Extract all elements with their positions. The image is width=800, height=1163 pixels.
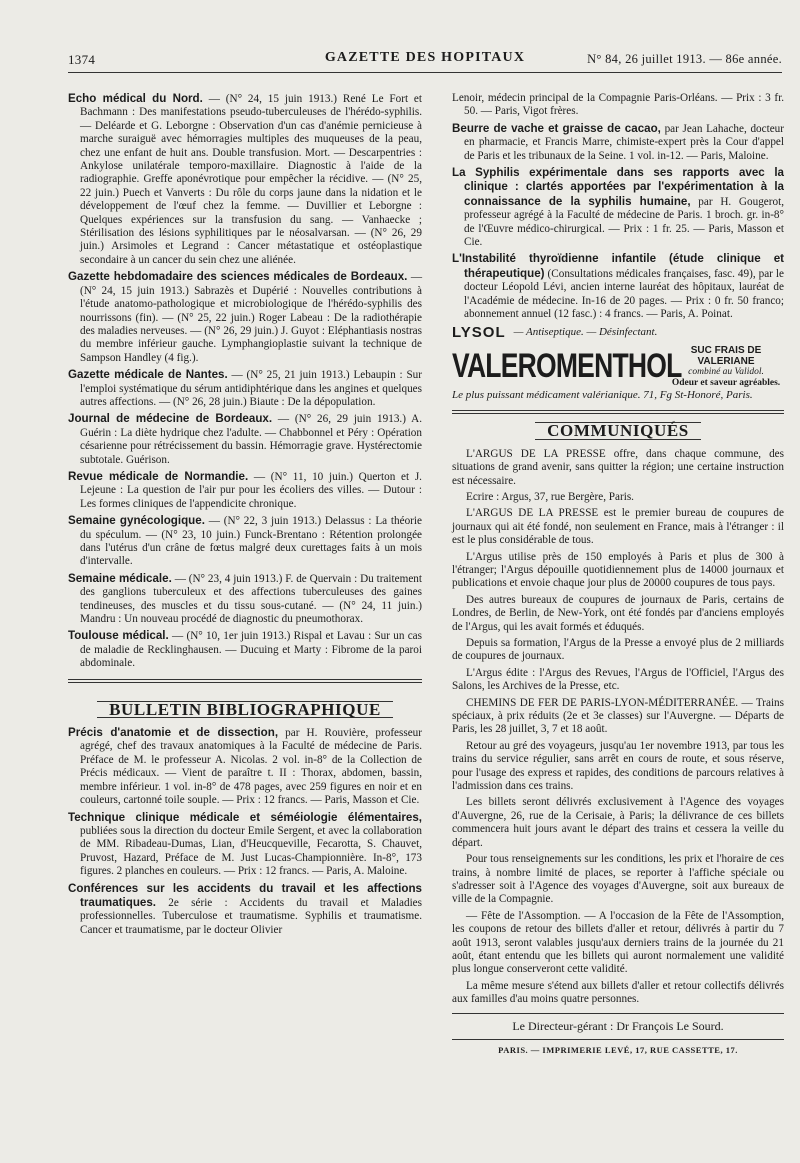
- entry: [452, 166, 784, 249]
- entry-heading: Technique clinique médicale et séméiologie élémentaires,: [68, 810, 422, 824]
- communique-paragraph: L'Argus utilise près de 150 employés à Paris et plus de 300 à l'étranger; l'Argus dépouille quotidiennement plus de 14000 journaux et publications et envoie chaque jour plus de 20000 coupures de tous pays.: [452, 550, 784, 590]
- valeromenthol-ad: [452, 345, 784, 389]
- entry-heading: Toulouse médical.: [68, 629, 169, 643]
- entry: [68, 572, 422, 627]
- entry: [68, 412, 422, 467]
- entry-text: par H. Rouvière, professeur agrégé, chef des travaux anatomiques à la Faculté de médecine de Paris. Préface de M. le professeur A. Nicolas. 2 vol. in-8° de la Collection de Précis médicaux. — Vient de paraître t. II : Thorax, abdomen, bassin, membre inférieur. 1 vol. in-8° de 478 pages, avec 259 figures en noir et en couleurs, cartonné toile souple. — Prix : 12 francs. — Paris, Masson et Cie.: [80, 727, 422, 807]
- entry-heading: La Syphilis expérimentale dans ses rapports avec la clinique : clartés apportées par l'expérimentation à la connaissance de la syphilis humaine,: [452, 166, 784, 208]
- entry: [68, 368, 422, 409]
- entry-heading: Revue médicale de Normandie.: [68, 469, 249, 483]
- communique-paragraph: Des autres bureaux de coupures de journaux de Paris, certains de Londres, de Berlin, de New-York, ont été fondés par d'anciens employés de l'Argus, qui les avait formés et éduqués.: [452, 593, 784, 633]
- entry: [68, 811, 422, 879]
- entry-heading: Echo médical du Nord.: [68, 92, 203, 105]
- entry-text: 2e série : Accidents du travail et Maladies professionnelles. Tuberculose et traumatisme. Syphilis et traumatisme. Cancer et traumatisme, par le docteur Olivier: [80, 896, 422, 936]
- entry-heading: Semaine gynécologique.: [68, 514, 205, 528]
- entry-heading: Gazette hebdomadaire des sciences médicales de Bordeaux.: [68, 270, 408, 284]
- imprint: PARIS. — IMPRIMERIE LEVÉ, 17, RUE CASSETTE, 17.: [498, 1044, 738, 1055]
- entry-heading: L'Instabilité thyroïdienne infantile (étude clinique et thérapeutique): [452, 252, 784, 280]
- entry-text: — (N° 22, 3 juin 1913.) Delassus : La théorie du spéculum. — (N° 23, 10 juin.) Funck-Brentano : Rétention prolongée dans l'utérus d'un crâne de fœtus malgré deux curettages faits à un mois d'intervalle.: [80, 515, 422, 568]
- bibliography-list: [68, 726, 422, 937]
- journal-summaries: [68, 92, 422, 671]
- entry: [68, 514, 422, 569]
- entry: [68, 629, 422, 670]
- communique-paragraph: Retour au gré des voyageurs, jusqu'au 1er novembre 1913, par tous les trains du service régulier, sans arrêt en cours de route, et sous réserve, pour l'usage des express et rapides, des conditions de parcours relatives à l'admission dans ces trains.: [452, 739, 784, 793]
- page-number: 1374: [68, 52, 96, 67]
- left-column: [68, 92, 422, 940]
- section-divider: [68, 679, 422, 683]
- entry-text: — (N° 23, 4 juin 1913.) F. de Quervain : Du traitement des ganglions tuberculeux et des affections tuberculeuses des gaines tendineuses, des muscles et du tissu sous-cutané. — (N° 24, 11 juin.) Mandru : Un nouveau procédé de diagnostic du pneumothorax.: [80, 572, 422, 626]
- valeromenthol-tagline: Le plus puissant médicament valérianique. 71, Fg St-Honoré, Paris.: [452, 388, 753, 401]
- communique-paragraph: L'ARGUS DE LA PRESSE offre, dans chaque commune, des situations de grand avenir, sans quitter la région; une certaine instruction est nécessaire.: [452, 447, 784, 487]
- valeromenthol-side: SUC FRAIS DE VALERIANE combiné au Validol. Odeur et saveur agréables.: [671, 344, 781, 388]
- communique-paragraph: — Fête de l'Assomption. — A l'occasion de la Fête de l'Assomption, les coupons de retour des billets d'aller et retour, délivrés à partir du 7 août 1913, seront valables jusqu'aux derniers trains de la journée du 21 août, étant entendu que les billets qui auront normalement une validité plus longue conserveront cette validité.: [452, 909, 784, 976]
- communique-paragraph: CHEMINS DE FER DE PARIS-LYON-MÉDITERRANÉE. — Trains spéciaux, à prix réduits (2e et 3e classes) sur l'Auvergne. — Départs de Paris, les 28 juillet, 3, 7 et 18 août.: [452, 696, 784, 736]
- issue-line: N° 84, 26 juillet 1913. — 86e année.: [587, 52, 782, 66]
- entry: [68, 882, 422, 938]
- entry-text: — (N° 26, 29 juin 1913.) A. Guérin : La diète hydrique chez l'adulte. — Chabbonnel et Péry : Opération césarienne pour rétrécissement du bassin. Hémorragie grave. Hystérectomie subtotale. Guérison.: [80, 413, 423, 466]
- entry: [68, 470, 422, 511]
- entry-text: — (N° 10, 1er juin 1913.) Rispal et Lavau : Sur un cas de maladie de Recklinghausen. — Ducuing et Marty : Fibrome de la paroi abdominale.: [80, 630, 422, 670]
- valeromenthol-logo: VALEROMENTHOL: [452, 347, 682, 386]
- entry-text: Lenoir, médecin principal de la Compagnie Paris-Orléans. — Prix : 3 fr. 50. — Paris, Vigot frères.: [452, 92, 784, 118]
- communique-paragraph: Depuis sa formation, l'Argus de la Presse a envoyé plus de 2 milliards de coupures de journaux.: [452, 637, 784, 663]
- right-column: [452, 92, 784, 1057]
- lysol-logo: LYSOL: [452, 323, 506, 341]
- entry-heading: Beurre de vache et graisse de cacao,: [452, 121, 661, 135]
- entry-heading: Précis d'anatomie et de dissection,: [68, 726, 279, 740]
- entry-text: (Consultations médicales françaises, fasc. 49), par le docteur Léopold Lévi, ancien interne lauréat des hôpitaux, lauréat de l'Académie de médecine. In-16 de 20 pages. — Prix : 0 fr. 50 franco; abonnement annuel (12 fasc.) : 4 francs. — Paris, A. Poinat.: [464, 267, 784, 321]
- entry-text: — (N° 24, 15 juin 1913.) René Le Fort et Bachmann : Des manifestations pseudo-tuberculeuses de l'hérédo-syphilis. — Deléarde et G. Leborgne : Observation d'un cas d'anémie pernicieuse à marche suraiguë avec hémorragies multiples des muqueuses de la peau, chez une enfant de huit ans. Double transfusion. Mort. — Descarpentries : Ankylose unilatérale temporo-maxillaire. Diagnostic à l'aide de la radiographie. Greffe aponévrotique pour empêcher la récidive. — (N° 25, 22 juin.) Puech et Vanverts : Du rôle du corps jaune dans la nidation et le développement de l'œuf chez la femme. — Duvillier et Leborgne : Quelques expériences sur la transfusion du sang. — Vanhaecke ; Stérilisation des lésions syphilitiques par le néosalvarsan. — (N° 26, 29 juin.) Arsimoles et Legrand : Cancer métastatique et ostéoplastique secondaire à un cancer du sein chez une aliénée.: [80, 93, 422, 266]
- journal-title: GAZETTE DES HOPITAUX: [324, 50, 526, 65]
- entry-text: — (N° 11, 10 juin.) Querton et J. Lejeune : La question de l'air pur pour les écoliers des villes. — Dutour : Les formes cliniques de l'appendicite chronique.: [80, 470, 422, 510]
- entry: [68, 270, 422, 365]
- entry-text: par Jean Lahache, docteur en pharmacie, et Francis Marre, chimiste-expert près la Cour d'appel de Paris et les tribunaux de la Seine. 1 vol. in-12. — Paris, Maloine.: [464, 122, 784, 162]
- signature: Le Directeur-gérant : Dr François Le Sourd.: [452, 1013, 784, 1040]
- entry: [452, 122, 784, 163]
- communique-paragraph: Pour tous renseignements sur les conditions, les prix et l'horaire de ces trains, à nombre limité de places, se reporter à l'affiche spéciale ou s'adresser soit à l'Agence des voyages d'Auvergne, soit aux bureaux de ville de la Compagnie.: [452, 853, 784, 906]
- entry-heading: Journal de médecine de Bordeaux.: [68, 412, 273, 426]
- entry: [68, 92, 422, 267]
- entry-text: par H. Gougerot, professeur agrégé à la Faculté de médecine de Paris. 1 broch. gr. in-8° de l'Œuvre médico-chirurgical. — Prix : 1 fr. 25. — Paris, Masson et Cie.: [464, 195, 784, 249]
- entry: [452, 252, 784, 321]
- entry: [68, 726, 422, 807]
- header-rule: [68, 72, 782, 73]
- communique-paragraph: L'Argus édite : l'Argus des Revues, l'Argus de l'Officiel, l'Argus des Salons, les Archives de la Presse, etc.: [452, 666, 784, 693]
- entry-heading: Semaine médicale.: [68, 571, 172, 585]
- entry-text: — (N° 25, 21 juin 1913.) Lebaupin : Sur l'emploi systématique du sérum antidiphtérique dans les angines et quelques autres affections. — (N° 26, 28 juin.) Biaute : De la dépopulation.: [80, 369, 423, 408]
- communique-paragraph: Les billets seront délivrés exclusivement à l'Agence des voyages d'Auvergne, 26, rue de la Cerisaie, à Paris; la délivrance de ces billets commencera huit jours avant le départ des trains et cessera la veille du départ.: [452, 796, 784, 849]
- communiques-list: [452, 448, 784, 1007]
- communique-paragraph: L'ARGUS DE LA PRESSE est le premier bureau de coupures de journaux qui ait été fondé, non seulement en France, mais à l'étranger : il est le plus considérable de tous.: [452, 507, 784, 547]
- entry-text: publiées sous la direction du docteur Emile Sergent, et avec la collaboration de MM. Ribadeau-Dumas, Lian, d'Heucqueville, Fecarotta, S. Chauvet, Pruvost, Hazard, Préface de M. Just Lucas-Championnière. In-8°, 173 figures. 2 planches en couleurs. — Prix : 12 francs. — Paris, A. Maloine.: [80, 824, 422, 878]
- lysol-text: — Antiseptique. — Désinfectant.: [513, 325, 658, 338]
- communique-paragraph: Ecrire : Argus, 37, rue Bergère, Paris.: [466, 490, 634, 503]
- lysol-ad: [452, 323, 784, 341]
- entry-heading: Gazette médicale de Nantes.: [68, 368, 228, 382]
- page-header: [68, 46, 782, 68]
- entry-heading: Conférences sur les accidents du travail et les affections traumatiques.: [68, 881, 422, 909]
- bibliography-continued: [452, 92, 784, 322]
- entry-text: — (N° 24, 15 juin 1913.) Sabrazès et Dupérié : Nouvelles contributions à l'étude anatomo-pathologique et microbiologique de l'hérédo-syphilis des nourrissons (fin). — (N° 25, 22 juin.) Roger Labeau : De la radiothérapie des maladies nerveuses. — (N° 26, 29 juin.) J. Guyot : Eléphantiasis nostras du membre inférieur gauche. Lymphangioplastie suivant la technique de Sampson Handley (4 fig.).: [80, 271, 423, 364]
- section-divider-right: [452, 410, 784, 414]
- communiques-heading: COMMUNIQUÉS: [452, 422, 784, 439]
- entry: [452, 92, 784, 119]
- communique-paragraph: La même mesure s'étend aux billets d'aller et retour collectifs délivrés aux familles d'au moins quatre personnes.: [452, 979, 784, 1006]
- bulletin-heading: BULLETIN BIBLIOGRAPHIQUE: [68, 701, 422, 718]
